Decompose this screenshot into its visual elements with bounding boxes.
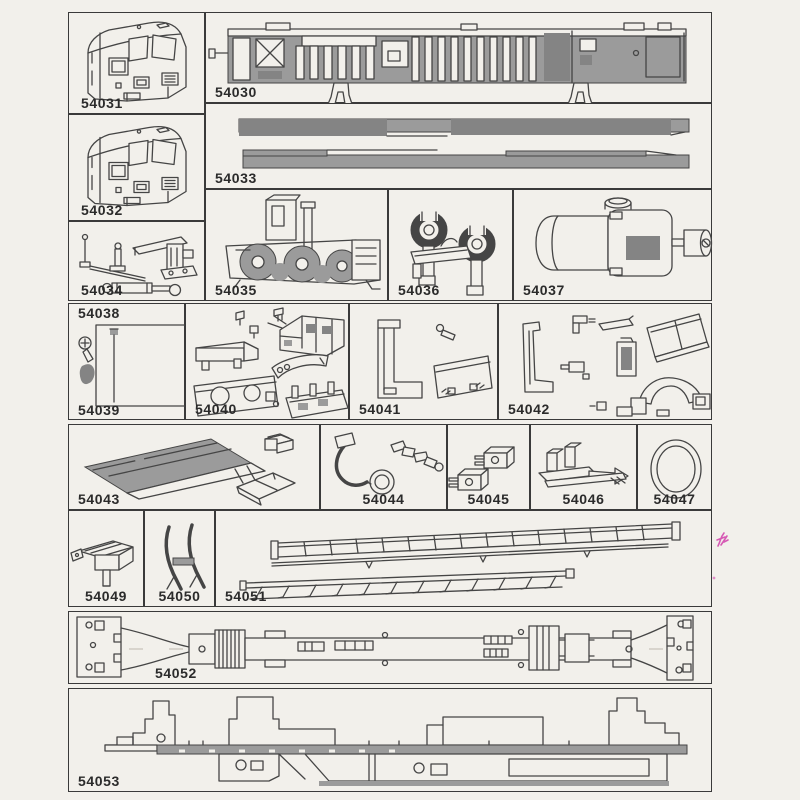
label-54037: 54037 [523, 282, 565, 298]
label-54040: 54040 [195, 401, 237, 417]
part-cell-54041 [349, 303, 498, 420]
label-54047: 54047 [653, 491, 696, 507]
pink-pen-dot [710, 574, 718, 582]
label-54038: 54038 [78, 305, 120, 321]
part-cell-54040 [185, 303, 349, 420]
part-cell-54046 [530, 424, 637, 510]
label-54042: 54042 [508, 401, 550, 417]
label-54031: 54031 [81, 95, 123, 111]
part-cell-54035 [205, 189, 388, 301]
part-drawing-body-side [206, 13, 713, 104]
part-cell-54031 [68, 12, 205, 114]
part-cell-54053 [68, 688, 712, 792]
label-54034: 54034 [81, 282, 123, 298]
part-cell-54045 [447, 424, 530, 510]
part-cell-54032 [68, 114, 205, 221]
label-54041: 54041 [359, 401, 401, 417]
label-54045: 54045 [467, 491, 510, 507]
label-54052: 54052 [155, 665, 197, 681]
label-54033: 54033 [215, 170, 257, 186]
label-54043: 54043 [78, 491, 120, 507]
part-cell-54033 [205, 103, 712, 189]
part-cell-54043 [68, 424, 320, 510]
label-54044: 54044 [362, 491, 405, 507]
part-cell-54050 [144, 510, 215, 607]
label-54050: 54050 [158, 588, 201, 604]
label-54036: 54036 [398, 282, 440, 298]
part-cell-54034 [68, 221, 205, 301]
part-drawing-underframe [69, 689, 713, 793]
label-54030: 54030 [215, 84, 257, 100]
part-drawing-ladder-strips [216, 511, 713, 608]
part-cell-54030 [205, 12, 712, 103]
label-54035: 54035 [215, 282, 257, 298]
part-cell-54038-54039 [68, 303, 185, 420]
part-drawing-window-strips [206, 104, 713, 190]
label-54039: 54039 [78, 402, 120, 418]
part-cell-54051 [215, 510, 712, 607]
part-cell-54042 [498, 303, 712, 420]
part-cell-54037 [513, 189, 712, 301]
part-cell-54047 [637, 424, 712, 510]
part-cell-54052 [68, 611, 712, 684]
part-cell-54036 [388, 189, 513, 301]
part-cell-54044 [320, 424, 447, 510]
label-54049: 54049 [85, 588, 127, 604]
label-54051: 54051 [225, 588, 267, 604]
part-cell-54049 [68, 510, 144, 607]
pink-pen-mark [712, 526, 734, 552]
label-54032: 54032 [81, 202, 123, 218]
label-54046: 54046 [562, 491, 605, 507]
label-54053: 54053 [78, 773, 120, 789]
wheel-set [240, 244, 358, 283]
